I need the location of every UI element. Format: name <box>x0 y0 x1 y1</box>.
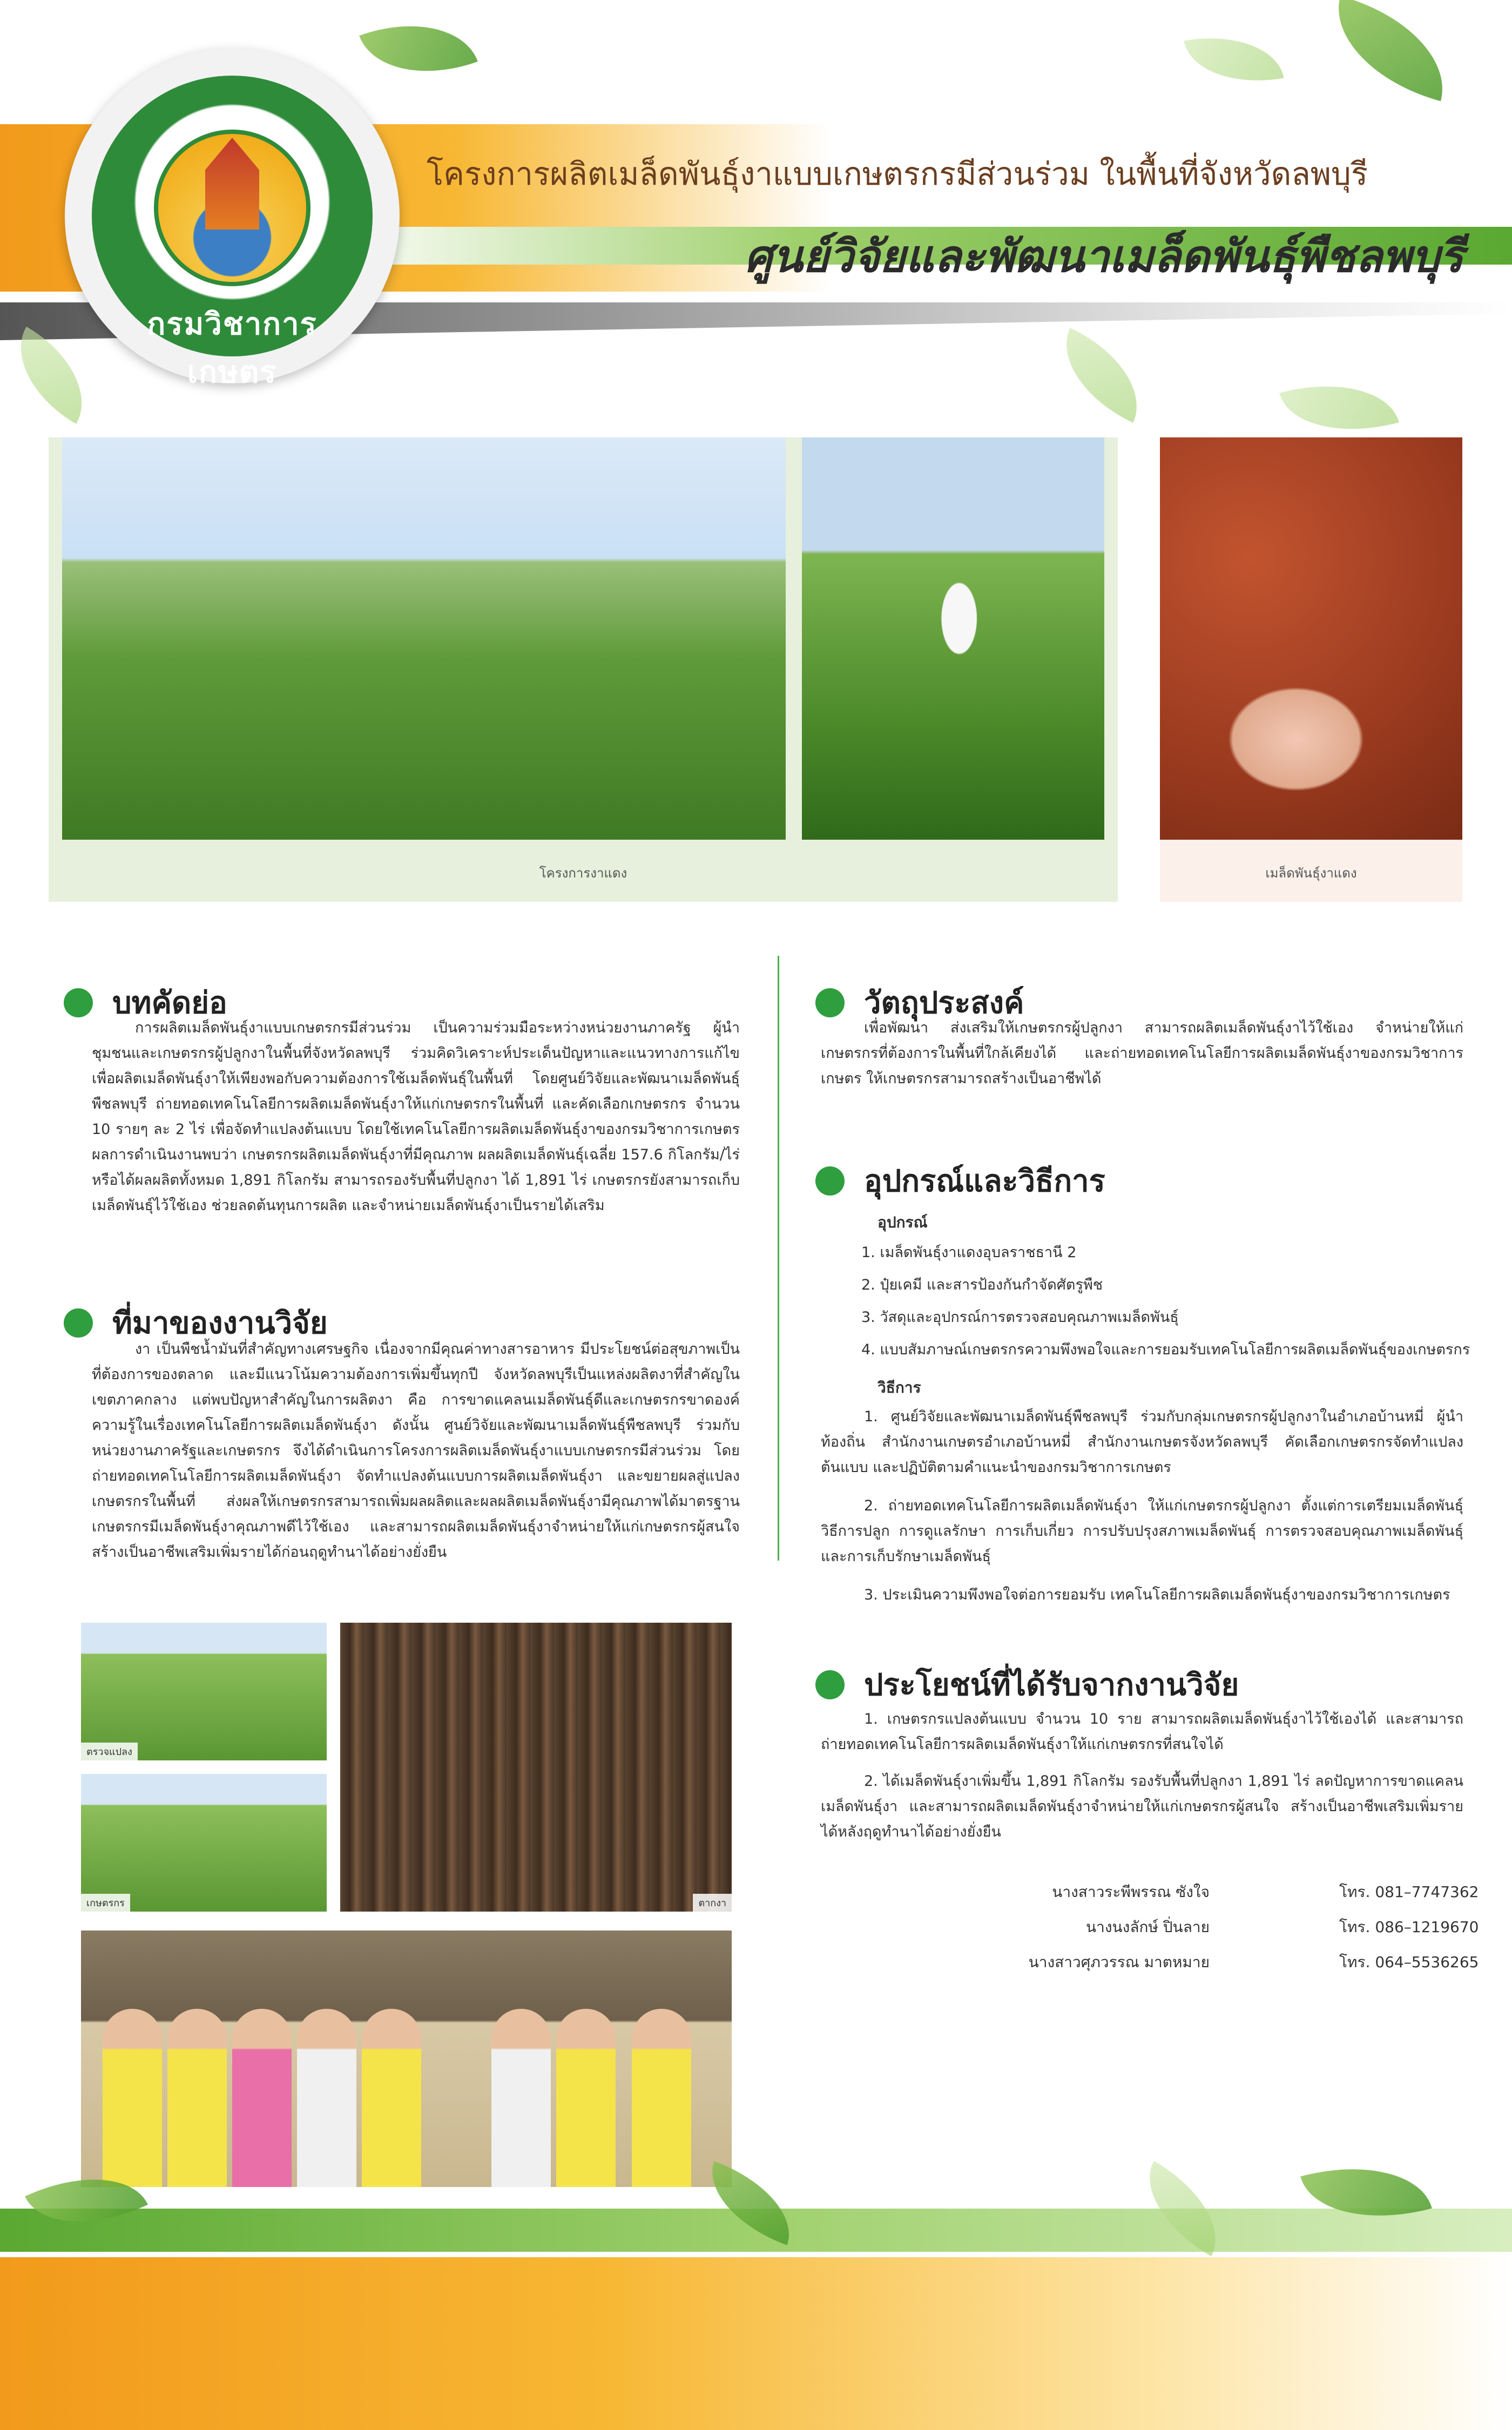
photo-label-inspect: ตรวจแปลง <box>81 1743 138 1760</box>
method-step-2: 2. ถ่ายทอดเทคโนโลยีการผลิตเมล็ดพันธุ์งา ให้แก่เกษตรกรผู้ปลูกงา ตั้งแต่การเตรียมเมล็ดพันธุ์ วิธีการปลูก การดูแลรักษา การเก็บเกี่ยว การปรับปรุงสภาพเมล็ดพันธุ์ การตรวจสอบคุณภาพเมล็ดพันธุ์ และการเก็บรักษาเมล็ดพันธุ์ <box>821 1497 1463 1565</box>
section-bullet-icon <box>64 1308 93 1338</box>
decor-leaf <box>359 1 478 97</box>
person-figure <box>556 2009 616 2187</box>
person-figure <box>491 2009 551 2187</box>
benefit-item-1: 1. เกษตรกรแปลงต้นแบบ จำนวน 10 ราย สามารถผลิตเมล็ดพันธุ์งาไว้ใช้เองได้ และสามารถถ่ายทอดเทคโนโลยีการผลิตเมล็ดพันธุ์งาให้แก่เกษตรกรที่สนใจได้ <box>821 1711 1463 1753</box>
origin-title: ที่มาของงานวิจัย <box>112 1306 328 1341</box>
project-title: โครงการผลิตเมล็ดพันธุ์งาแบบเกษตรกรมีส่วนร่วม ในพื้นที่จังหวัดลพบุรี <box>427 156 1368 192</box>
contact-name: นางสาวศุภวรรณ มาตหมาย <box>1028 1953 1210 1971</box>
method-heading: วิธีการ <box>878 1379 921 1396</box>
person-figure <box>362 2009 421 2187</box>
origin-text: งา เป็นพืชน้ำมันที่สำคัญทางเศรษฐกิจ เนื่องจากมีคุณค่าทางสารอาหาร มีประโยชน์ต่อสุขภาพเป็นที่ต้องการของตลาด และมีแนวโน้มความต้องการเพิ่มขึ้นทุกปี จังหวัดลพบุรีเป็นแหล่งผลิตงาที่สำคัญในเขตภาคกลาง แต่พบปัญหาสำคัญในการผลิตงา คือ การขาดแคลนเมล็ดพันธุ์ดีและเกษตรกรขาดองค์ความรู้ในเรื่องเทคโนโลยีการผลิตเมล็ดพันธุ์งา ดังนั้น ศูนย์วิจัยและพัฒนาเมล็ดพันธุ์พืชลพบุรี ร่วมกับหน่วยงานภาครัฐและเกษตรกร จึงได้ดำเนินการโครงการผลิตเมล็ดพันธุ์งาแบบเกษตรกรมีส่วนร่วม โดยถ่ายทอดเทคโนโลยีการผลิตเมล็ดพันธุ์งา จัดทำแปลงต้นแบบการผลิตเมล็ดพันธุ์งา และขยายผลสู่แปลงเกษตรกรในพื้นที่ ส่งผลให้เกษตรกรสามารถเพิ่มผลผลิตและผลผลิตเมล็ดพันธุ์งามีคุณภาพได้มาตรฐาน เกษตรกรมีเมล็ดพันธุ์งาคุณภาพดีไว้ใช้เอง และสามารถผลิตเมล็ดพันธุ์งาจำหน่ายให้แก่เกษตรกรผู้สนใจ สร้างเป็นอาชีพเสริมเพิ่มรายได้ก่อนฤดูทำนาได้อย่างยั่งยืน <box>92 1341 740 1561</box>
person-figure <box>167 2009 227 2187</box>
benefits-heading <box>815 1660 1239 1709</box>
section-bullet-icon <box>815 988 845 1017</box>
method-step-1: 1. ศูนย์วิจัยและพัฒนาเมล็ดพันธุ์พืชลพบุรี ร่วมกับกลุ่มเกษตรกรผู้ปลูกงาในอำเภอบ้านหมี่ ผู้นำท้องถิ่น สำนักงานเกษตรอำเภอบ้านหมี่ สำนักงานเกษตรจังหวัดลพบุรี คัดเลือกเกษตรกรจัดทำแปลงต้นแบบ และปฏิบัติตามคำแนะนำของกรมวิชาการเกษตร <box>821 1408 1463 1476</box>
abstract-text: การผลิตเมล็ดพันธุ์งาแบบเกษตรกรมีส่วนร่วม เป็นความร่วมมือระหว่างหน่วยงานภาครัฐ ผู้นำชุมชนและเกษตรกรผู้ปลูกงาในพื้นที่จังหวัดลพบุรี ร่วมคิดวิเคราะห์ประเด็นปัญหาและแนวทางการแก้ไข เพื่อผลิตเมล็ดพันธุ์งาให้เพียงพอกับความต้องการใช้เมล็ดพันธุ์ในพื้นที่ โดยศูนย์วิจัยและพัฒนาเมล็ดพันธุ์พืชลพบุรี ถ่ายทอดเทคโนโลยีการผลิตเมล็ดพันธุ์งาให้แก่เกษตรกรในพื้นที่ และคัดเลือกเกษตรกร จำนวน 10 รายๆ ละ 2 ไร่ เพื่อจัดทำแปลงต้นแบบ โดยใช้เทคโนโลยีการผลิตเมล็ดพันธุ์งาของกรมวิชาการเกษตร ผลการดำเนินงานพบว่า เกษตรกรผลิตเมล็ดพันธุ์งาที่มีคุณภาพ ผลผลิตเมล็ดพันธุ์เฉลี่ย 157.6 กิโลกรัม/ไร่ หรือได้ผลผลิตทั้งหมด 1,891 กิโลกรัม สามารถรองรับพื้นที่ปลูกงา ได้ 1,891 ไร่ เกษตรกรยังสามารถเก็บเมล็ดพันธุ์ไว้ใช้เอง ช่วยลดต้นทุนการผลิต และจำหน่ายเมล็ดพันธุ์งาเป็นรายได้เสริม <box>92 1020 740 1214</box>
equipment-heading: อุปกรณ์ <box>878 1213 928 1231</box>
benefits-title: ประโยชน์ที่ได้รับจากงานวิจัย <box>864 1668 1239 1703</box>
red-sesame-seeds-photo <box>1160 437 1462 840</box>
contact-name: นางสาวระพีพรรณ ซังใจ <box>1052 1883 1210 1901</box>
person-figure <box>232 2009 292 2187</box>
center-title: ศูนย์วิจัยและพัฒนาเมล็ดพันธุ์พืชลพบุรี <box>744 231 1463 282</box>
person-figure <box>632 2009 691 2187</box>
photo-label-farmers: เกษตรกร <box>81 1894 130 1912</box>
benefit-item-2: 2. ได้เมล็ดพันธุ์งาเพิ่มขึ้น 1,891 กิโลกรัม รองรับพื้นที่ปลูกงา 1,891 ไร่ ลดปัญหาการขาดแคลนเมล็ดพันธุ์งา และสามารถผลิตเมล็ดพันธุ์งาจำหน่ายให้แก่เกษตรกรผู้สนใจ สร้างเป็นอาชีพเสริมเพิ่มรายได้หลังฤดูทำนาได้อย่างยั่งยืน <box>821 1773 1463 1840</box>
decor-leaf <box>1321 0 1460 101</box>
objective-title: วัตถุประสงค์ <box>864 986 1024 1021</box>
sesame-field-photo <box>62 437 786 840</box>
contact-phone: โทร. 086–1219670 <box>1339 1918 1479 1936</box>
caption-field: โครงการงาแดง <box>539 866 627 881</box>
farmers-photo <box>81 1774 327 1912</box>
footer-orange-band <box>0 2257 1512 2430</box>
group-training-photo <box>81 1931 732 2187</box>
sesame-plant-photo <box>802 437 1104 840</box>
logo-text: กรมวิชาการเกษตร <box>147 307 318 390</box>
equipment-item: 3. วัสดุและอุปกรณ์การตรวจสอบคุณภาพเมล็ดพันธุ์ <box>861 1309 1179 1326</box>
section-bullet-icon <box>815 1166 845 1196</box>
abstract-title: บทคัดย่อ <box>112 986 227 1021</box>
person-figure <box>297 2009 356 2187</box>
caption-seeds: เมล็ดพันธุ์งาแดง <box>1265 866 1357 881</box>
column-divider <box>778 956 779 1561</box>
field-inspection-photo <box>81 1623 327 1760</box>
objective-text: เพื่อพัฒนา ส่งเสริมให้เกษตรกรผู้ปลูกงา สามารถผลิตเมล็ดพันธุ์งาไว้ใช้เอง จำหน่ายให้แก่เกษตรกรที่ต้องการในพื้นที่ใกล้เคียงได้ และถ่ายทอดเทคโนโลยีการผลิตเมล็ดพันธุ์งาของกรมวิชาการเกษตร ให้เกษตรกรสามารถสร้างเป็นอาชีพได้ <box>821 1020 1463 1087</box>
methods-heading <box>815 1157 1105 1205</box>
contact-phone: โทร. 081–7747362 <box>1339 1883 1479 1901</box>
photo-label-drying: ตากงา <box>693 1894 732 1912</box>
equipment-item: 4. แบบสัมภาษณ์เกษตรกรความพึงพอใจและการยอมรับเทคโนโลยีการผลิตเมล็ดพันธุ์ของเกษตรกร <box>861 1341 1470 1358</box>
method-step-3: 3. ประเมินความพึงพอใจต่อการยอมรับ เทคโนโลยีการผลิตเมล็ดพันธุ์งาของกรมวิชาการเกษตร <box>864 1587 1450 1603</box>
equipment-item: 2. ปุ๋ยเคมี และสารป้องกันกำจัดศัตรูพืช <box>861 1277 1103 1293</box>
decor-leaf <box>1045 328 1158 423</box>
section-bullet-icon <box>815 1670 845 1699</box>
drying-sesame-photo <box>340 1623 732 1912</box>
decor-leaf <box>1184 25 1284 94</box>
contact-phone: โทร. 064–5536265 <box>1339 1953 1479 1971</box>
person-figure <box>103 2009 162 2187</box>
methods-title: อุปกรณ์และวิธีการ <box>864 1164 1105 1199</box>
contact-name: นางนงลักษ์ ปิ่นลาย <box>1085 1918 1210 1936</box>
equipment-item: 1. เมล็ดพันธุ์งาแดงอุบลราชธานี 2 <box>861 1244 1077 1261</box>
section-bullet-icon <box>64 988 93 1017</box>
decor-leaf <box>0 327 106 424</box>
